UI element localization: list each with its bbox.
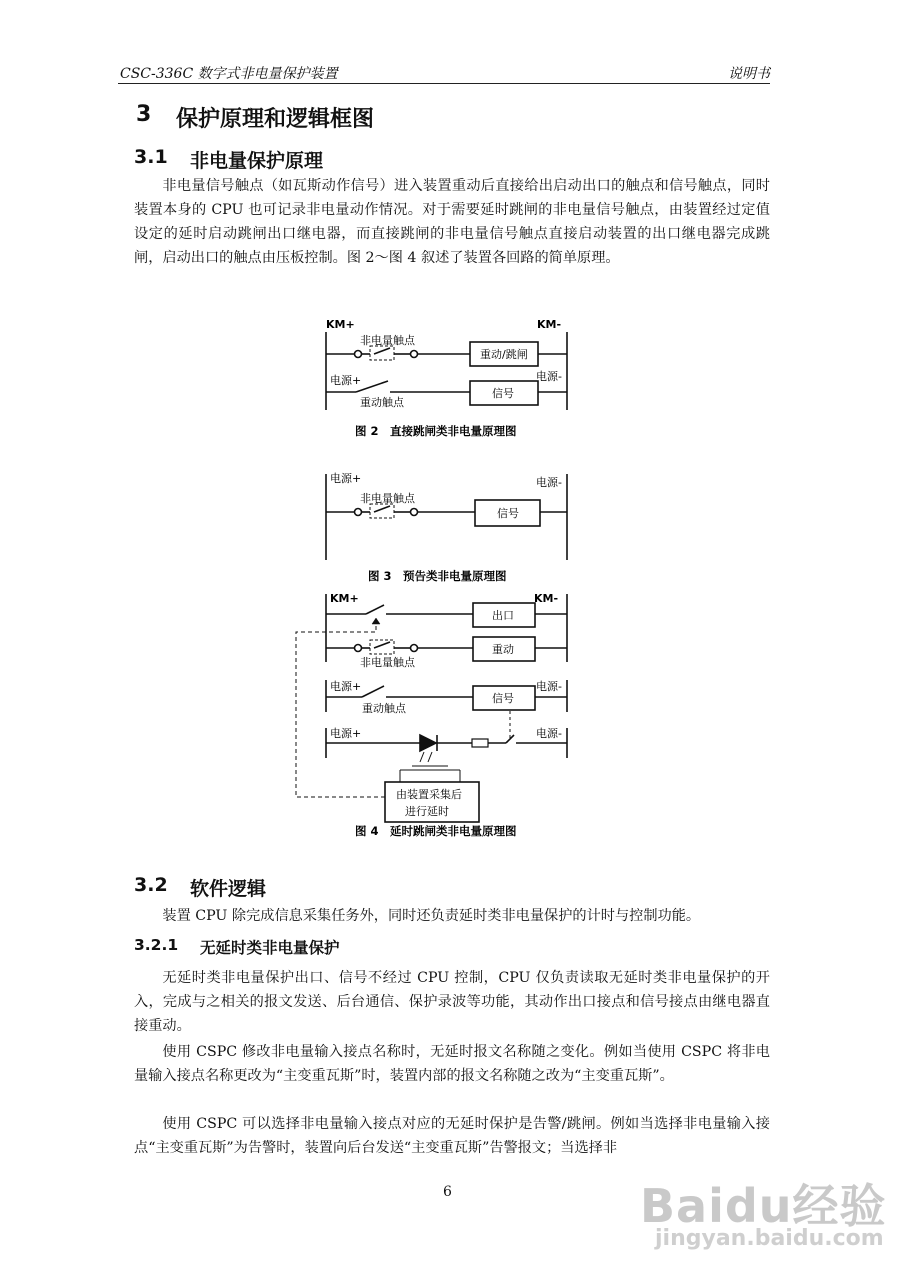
section-3-1-title: 非电量保护原理 — [190, 150, 324, 172]
section-3-2-1-paragraph-1: 无延时类非电量保护出口、信号不经过 CPU 控制，CPU 仅负责读取无延时类非电量保护的开入，完成与之相关的报文发送、后台通信、保护录波等功能，其动作出口接点和信号接点由继电器直接重动。 — [134, 970, 770, 1034]
fig4-signal-box: 信号 — [492, 692, 514, 705]
fig4-power-minus-1: 电源- — [536, 680, 562, 693]
fig2-caption: 图 2 直接跳闸类非电量原理图 — [355, 424, 517, 438]
fig4-km-minus: KM- — [534, 592, 559, 605]
fig4-output-box: 出口 — [492, 609, 514, 622]
fig2-contact-label: 非电量触点 — [360, 334, 415, 347]
section-3-title: 保护原理和逻辑框图 — [176, 107, 375, 132]
fig4-delay-box-line1: 由装置采集后 — [396, 788, 462, 801]
fig3-contact-label: 非电量触点 — [360, 492, 415, 505]
fig3-caption: 图 3 预告类非电量原理图 — [368, 569, 507, 583]
fig4-km-plus: KM+ — [330, 592, 359, 605]
header-title: CSC-336C 数字式非电量保护装置 — [120, 66, 338, 82]
fig4-delay-box-line2: 进行延时 — [405, 805, 449, 818]
fig3-power-minus: 电源- — [536, 476, 562, 489]
section-3-2-number: 3.2 — [134, 874, 168, 896]
fig3-contact-box — [370, 504, 394, 518]
fig4-contact-label: 非电量触点 — [360, 656, 415, 669]
section-3-1-paragraph: 非电量信号触点（如瓦斯动作信号）进入装置重动后直接给出启动出口的触点和信号触点，同时装置本身的 CPU 也可记录非电量动作情况。对于需要延时跳闸的非电量信号触点，由装置经过定值设定的延时启动跳闸出口继电器，而直接跳闸的非电量信号触点直接启动装置的出口继电器完成跳闸，启动出口的触点由压板控制。图 2～图 4 叙述了装置各回路的简单原理。 — [134, 178, 770, 266]
fig2-power-plus: 电源+ — [330, 374, 362, 387]
page-number: 6 — [443, 1184, 452, 1200]
fig2-relay-box: 重动/跳闸 — [480, 348, 528, 361]
fig4-power-plus-2: 电源+ — [330, 727, 362, 740]
fig4-relay-contact-label: 重动触点 — [362, 702, 406, 715]
section-3-2-1-number: 3.2.1 — [134, 936, 179, 954]
fig2-terminal-left — [355, 351, 362, 358]
fig4-diode-icon — [420, 735, 436, 751]
fig4-caption: 图 4 延时跳闸类非电量原理图 — [355, 824, 517, 838]
fig2-km-minus: KM- — [537, 318, 562, 331]
fig2-power-minus: 电源- — [536, 370, 562, 383]
fig3-signal-box: 信号 — [497, 507, 519, 520]
section-3-1-number: 3.1 — [134, 146, 168, 168]
fig2-km-plus: KM+ — [326, 318, 355, 331]
section-3-2-1-paragraph-2: 使用 CSPC 修改非电量输入接点名称时，无延时报文名称随之变化。例如当使用 CSPC 将非电量输入接点名称更改为“主变重瓦斯”时，装置内部的报文名称随之改为“主变重瓦斯”。 — [134, 1044, 770, 1084]
fig4-power-plus-1: 电源+ — [330, 680, 362, 693]
section-3-2-paragraph: 装置 CPU 除完成信息采集任务外，同时还负责延时类非电量保护的计时与控制功能。 — [162, 908, 701, 924]
fig2-signal-box: 信号 — [492, 387, 514, 400]
fig2-terminal-right — [411, 351, 418, 358]
section-3-2-1-title: 无延时类非电量保护 — [200, 939, 340, 957]
header-doc-type: 说明书 — [728, 66, 770, 82]
fig4-relay-box: 重动 — [492, 643, 514, 656]
section-3-number: 3 — [136, 102, 152, 127]
fig2-relay-contact-label: 重动触点 — [360, 396, 404, 409]
fig3-power-plus: 电源+ — [330, 472, 362, 485]
fig2-contact-box — [370, 346, 394, 360]
section-3-2-title: 软件逻辑 — [190, 878, 267, 900]
section-3-2-1-paragraph-3: 使用 CSPC 可以选择非电量输入接点对应的无延时保护是告警/跳闸。例如当选择非电量输入接点“主变重瓦斯”为告警时，装置向后台发送“主变重瓦斯”告警报文；当选择非 — [134, 1116, 770, 1156]
fig4-resistor — [472, 739, 488, 747]
watermark-logo: Baidu经验 — [640, 1179, 887, 1233]
fig4-power-minus-2: 电源- — [536, 727, 562, 740]
fig4-arrow-icon — [372, 618, 380, 624]
watermark-url: jingyan.baidu.com — [655, 1226, 884, 1251]
